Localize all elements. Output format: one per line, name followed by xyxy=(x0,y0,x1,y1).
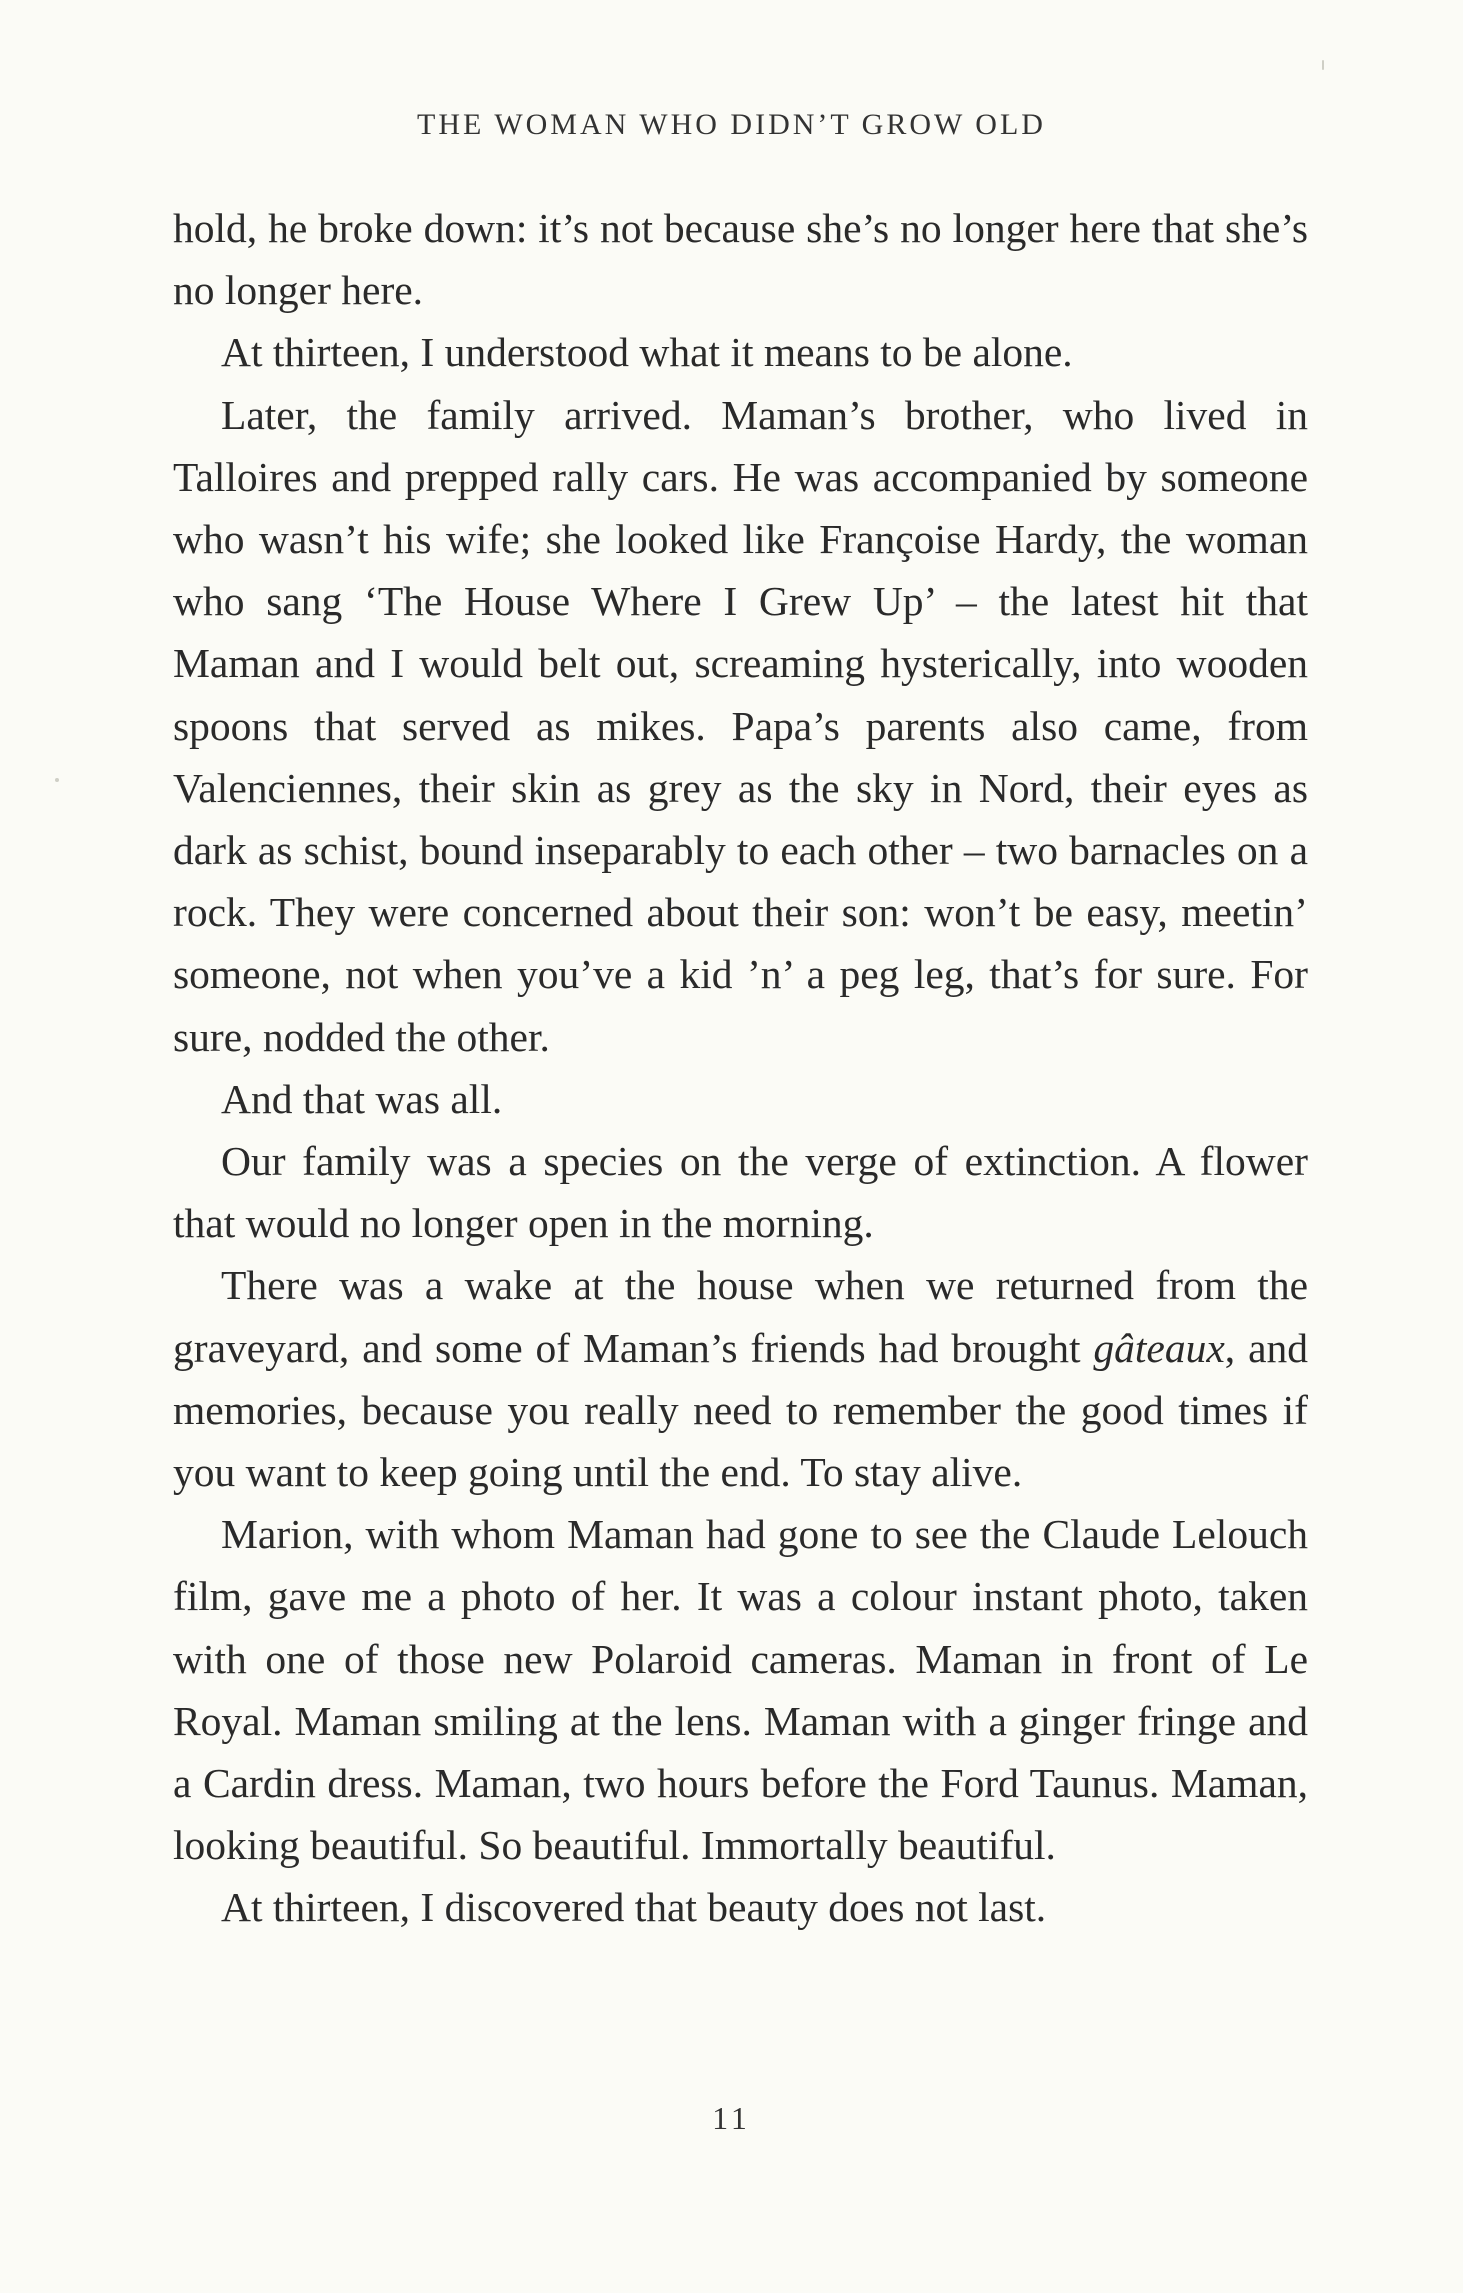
paragraph: Marion, with whom Maman had gone to see the Claude Lelouch film, gave me a photo of her. It was a colour instant photo, taken with one of those new Polaroid cameras. Maman in front of Le Royal. Maman smiling at the lens. Maman with a ginger fringe and a Cardin dress. Maman, two hours before the Ford Taunus. Maman, looking beautiful. So beautiful. Immortally beautiful. xyxy=(173,1511,1308,1869)
italic-word: gâteaux xyxy=(1093,1324,1225,1371)
paragraph-text: There was a wake at the house when we returned from the graveyard, and some of Maman’s friends had brought xyxy=(173,1262,1308,1371)
paragraph-text: , and memories, because you really need to remember the good times if you want to keep going until the end. To stay alive. xyxy=(173,1324,1308,1496)
paper-speck xyxy=(1322,60,1324,70)
body-text xyxy=(173,197,1308,1939)
paragraph: At thirteen, I understood what it means to be alone. xyxy=(221,329,1073,376)
paragraph: Our family was a species on the verge of extinction. A flower that would no longer open in the morning. xyxy=(173,1138,1308,1247)
page-number: 11 xyxy=(712,2100,751,2136)
paragraph: Later, the family arrived. Maman’s brother, who lived in Talloires and prepped rally cars. He was accompanied by someone who wasn’t his wife; she looked like Françoise Hardy, the woman who sang ‘The House Where I Grew Up’ – the latest hit that Maman and I would belt out, screaming hysterically, into wooden spoons that served as mikes. Papa’s parents also came, from Valenciennes, their skin as grey as the sky in Nord, their eyes as dark as schist, bound inseparably to each other – two barnacles on a rock. They were concerned about their son: won’t be easy, meetin’ someone, not when you’ve a kid ’n’ a peg leg, that’s for sure. For sure, nodded the other. xyxy=(173,391,1308,1060)
paragraph xyxy=(173,1254,1308,1503)
paper-speck xyxy=(55,778,59,782)
paragraph: hold, he broke down: it’s not because she’s no longer here that she’s no longer here. xyxy=(173,205,1308,314)
paragraph: And that was all. xyxy=(221,1075,503,1122)
paragraph: At thirteen, I discovered that beauty does not last. xyxy=(221,1884,1047,1931)
running-head: THE WOMAN WHO DIDN’T GROW OLD xyxy=(417,108,1046,141)
